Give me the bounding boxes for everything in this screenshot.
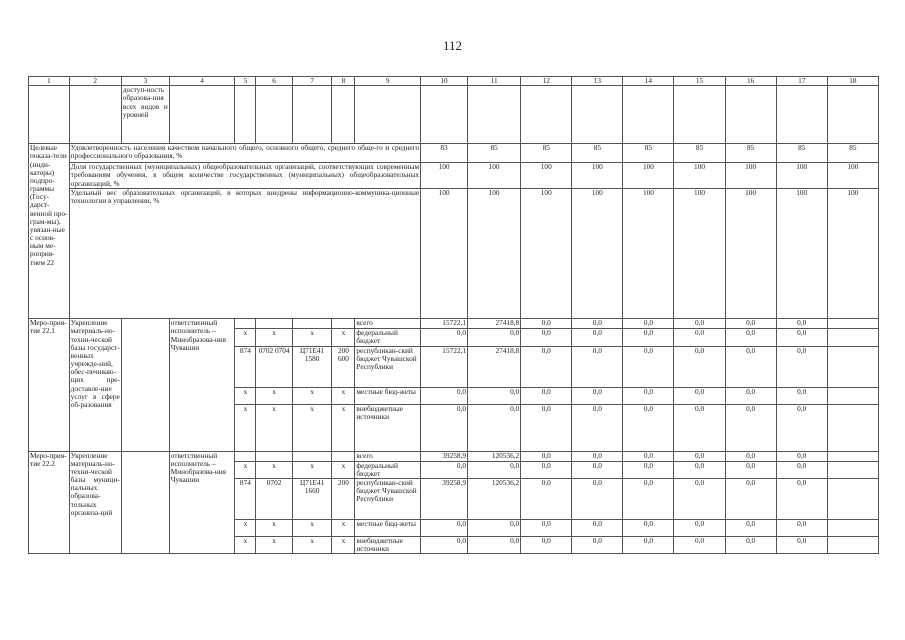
budget-code: x [292, 519, 332, 536]
budget-code [256, 319, 293, 329]
budget-code: x [235, 387, 256, 404]
funding-value: 0,0 [572, 536, 623, 553]
budget-code [332, 319, 355, 329]
funding-value: 0,0 [623, 319, 674, 329]
indicator-value: 100 [421, 189, 468, 319]
funding-value: 39258,9 [421, 451, 468, 461]
budget-code: 0702 0704 [256, 346, 293, 387]
indicator-value: 100 [674, 163, 725, 189]
indicator-text: Удовлетворенность населения качеством начального общего, основного общего, среднего обще-го и среднего профессионального образования, % [69, 144, 420, 163]
funding-value: 0,0 [725, 519, 776, 536]
indicator-row [29, 163, 879, 189]
budget-code: x [235, 329, 256, 346]
page-number: 112 [442, 38, 463, 53]
budget-code: x [256, 387, 293, 404]
funding-value: 0,0 [674, 404, 725, 451]
funding-value: 0,0 [674, 346, 725, 387]
funding-value: 0,0 [725, 451, 776, 461]
funding-source: всего [355, 451, 421, 461]
empty-cell [827, 478, 878, 519]
funding-value: 0,0 [521, 319, 572, 329]
funding-value: 0,0 [572, 461, 623, 478]
funding-source: всего [355, 319, 421, 329]
column-header: 1 [29, 77, 70, 86]
column-header: 18 [827, 77, 878, 86]
funding-value: 0,0 [776, 461, 827, 478]
indicator-row [29, 189, 879, 319]
budget-code: x [332, 536, 355, 553]
indicator-value: 85 [521, 144, 572, 163]
funding-value: 0,0 [421, 387, 468, 404]
funding-value: 0,0 [521, 404, 572, 451]
indicator-value: 100 [421, 163, 468, 189]
indicator-value: 100 [572, 189, 623, 319]
column-header: 3 [121, 77, 169, 86]
funding-value: 0,0 [623, 404, 674, 451]
funding-value: 0,0 [776, 319, 827, 329]
funding-value: 120536,2 [468, 451, 521, 461]
budget-code: Ц71Е41 1660 [292, 478, 332, 519]
funding-value: 0,0 [421, 461, 468, 478]
funding-value: 0,0 [421, 536, 468, 553]
indicator-value: 85 [776, 144, 827, 163]
column-header: 10 [421, 77, 468, 86]
funding-value: 0,0 [623, 536, 674, 553]
funding-value: 0,0 [521, 536, 572, 553]
budget-code: x [235, 536, 256, 553]
indicator-row [29, 144, 879, 163]
funding-value: 39258,9 [421, 478, 468, 519]
funding-value: 0,0 [725, 319, 776, 329]
budget-code: x [332, 329, 355, 346]
measure-name: Укрепление материаль-но-техни-ческой базы муници-пальных образова-тельных организа-ций [69, 451, 121, 554]
indicator-value: 100 [776, 163, 827, 189]
budget-code: x [256, 519, 293, 536]
funding-value: 0,0 [674, 387, 725, 404]
funding-source: местные бюд-жеты [355, 519, 421, 536]
measure-row [29, 451, 879, 461]
funding-value: 0,0 [623, 478, 674, 519]
indicator-value: 85 [468, 144, 521, 163]
budget-code: 874 [235, 346, 256, 387]
measure-label: Меро-прия-тие 22.2 [29, 451, 70, 554]
budget-code: x [332, 461, 355, 478]
measure-name: Укрепление материаль-но-техни-ческой базы государст-венных учрежде-ний, обес-печиваю-щих пре-доставле-ние услуг в сфере об-разования [69, 319, 121, 451]
funding-source: федеральный бюджет [355, 329, 421, 346]
funding-value: 0,0 [623, 329, 674, 346]
funding-value: 0,0 [725, 404, 776, 451]
funding-value: 0,0 [572, 387, 623, 404]
column-header: 15 [674, 77, 725, 86]
measure-empty-cell [121, 451, 169, 554]
funding-source: внебюджетные источники [355, 404, 421, 451]
funding-value: 0,0 [776, 478, 827, 519]
budget-code [332, 451, 355, 461]
funding-value: 0,0 [776, 346, 827, 387]
budget-code: x [292, 387, 332, 404]
indicator-value: 100 [521, 163, 572, 189]
column-header: 17 [776, 77, 827, 86]
budget-code [292, 451, 332, 461]
funding-value: 0,0 [776, 329, 827, 346]
funding-value: 0,0 [623, 451, 674, 461]
funding-value: 0,0 [674, 329, 725, 346]
funding-value: 0,0 [572, 329, 623, 346]
empty-cell [827, 461, 878, 478]
indicator-value: 100 [572, 163, 623, 189]
measure-label: Меро-прия-тие 22.1 [29, 319, 70, 451]
indicator-value: 83 [421, 144, 468, 163]
empty-cell [827, 319, 878, 329]
funding-value: 27418,8 [468, 319, 521, 329]
indicator-value: 100 [468, 189, 521, 319]
indicator-value: 100 [827, 163, 878, 189]
funding-value: 0,0 [572, 451, 623, 461]
funding-value: 0,0 [725, 387, 776, 404]
measure-executor: ответственный исполнитель – Минобразова-ния Чувашии [169, 319, 235, 451]
budget-code: x [332, 387, 355, 404]
column-header: 7 [292, 77, 332, 86]
funding-value: 0,0 [468, 404, 521, 451]
empty-cell [827, 346, 878, 387]
budget-code [235, 451, 256, 461]
empty-cell [827, 329, 878, 346]
indicator-value: 100 [674, 189, 725, 319]
funding-value: 0,0 [468, 536, 521, 553]
indicator-value: 100 [827, 189, 878, 319]
funding-value: 0,0 [572, 404, 623, 451]
funding-value: 0,0 [521, 519, 572, 536]
indicator-value: 85 [572, 144, 623, 163]
funding-value: 0,0 [674, 461, 725, 478]
budget-code: x [292, 461, 332, 478]
funding-source: внебюджетные источники [355, 536, 421, 553]
budget-code: x [292, 404, 332, 451]
indicator-text: Доля государственных (муниципальных) общеобразовательных организаций, соответствующих современным требованиям обучения, в общем количестве государственных (муниципальных) общеобразовательных организаций, % [70, 162, 420, 188]
funding-value: 0,0 [725, 461, 776, 478]
funding-value: 15722,1 [421, 319, 468, 329]
funding-value: 120536,2 [468, 478, 521, 519]
indicator-value: 100 [776, 189, 827, 319]
funding-value: 0,0 [725, 346, 776, 387]
budget-code: x [256, 404, 293, 451]
funding-value: 0,0 [521, 478, 572, 519]
measure-row [29, 319, 879, 329]
funding-value: 0,0 [468, 519, 521, 536]
column-header: 6 [256, 77, 293, 86]
funding-value: 0,0 [521, 346, 572, 387]
funding-source: республикан-ский бюджет Чувашской Республики [355, 478, 421, 519]
empty-cell [827, 536, 878, 553]
funding-value: 0,0 [521, 387, 572, 404]
funding-value: 0,0 [421, 329, 468, 346]
budget-code: 0702 [256, 478, 293, 519]
column-header: 16 [725, 77, 776, 86]
funding-value: 27418,8 [468, 346, 521, 387]
header-row [29, 77, 879, 86]
funding-source: местные бюд-жеты [355, 387, 421, 404]
funding-value: 0,0 [776, 451, 827, 461]
empty-cell [827, 387, 878, 404]
funding-value: 0,0 [572, 478, 623, 519]
funding-value: 0,0 [776, 519, 827, 536]
funding-value: 0,0 [468, 461, 521, 478]
funding-value: 0,0 [468, 329, 521, 346]
column-header: 8 [332, 77, 355, 86]
budget-code [235, 319, 256, 329]
column-header: 5 [235, 77, 256, 86]
indicator-value: 85 [725, 144, 776, 163]
funding-value: 0,0 [674, 478, 725, 519]
column-header: 11 [468, 77, 521, 86]
funding-value: 0,0 [725, 329, 776, 346]
budget-code: x [292, 536, 332, 553]
budget-code: x [332, 404, 355, 451]
funding-source: федеральный бюджет [355, 461, 421, 478]
budget-code: x [292, 329, 332, 346]
funding-value: 0,0 [572, 519, 623, 536]
funding-value: 0,0 [468, 387, 521, 404]
funding-value: 0,0 [725, 536, 776, 553]
measure-executor: ответственный исполнитель – Минобразова-ния Чувашии [169, 451, 235, 554]
column-header: 12 [521, 77, 572, 86]
funding-value: 0,0 [623, 461, 674, 478]
funding-value: 0,0 [776, 387, 827, 404]
funding-value: 0,0 [521, 329, 572, 346]
budget-code: x [332, 519, 355, 536]
indicator-value: 85 [674, 144, 725, 163]
funding-value: 0,0 [674, 536, 725, 553]
funding-value: 0,0 [623, 519, 674, 536]
empty-cell [827, 404, 878, 451]
indicator-value: 100 [623, 189, 674, 319]
funding-value: 0,0 [421, 404, 468, 451]
indicator-value: 100 [623, 163, 674, 189]
funding-value: 0,0 [674, 519, 725, 536]
funding-value: 0,0 [521, 461, 572, 478]
funding-value: 0,0 [674, 319, 725, 329]
funding-value: 0,0 [521, 451, 572, 461]
budget-code: Ц71Е41 1580 [292, 346, 332, 387]
continuation-text: доступ-ность образова-ния всех видов и уровней [121, 86, 169, 144]
program-table [28, 76, 879, 554]
empty-cell [827, 519, 878, 536]
indicator-value: 100 [521, 189, 572, 319]
column-header: 14 [623, 77, 674, 86]
budget-code: x [235, 519, 256, 536]
budget-code: 200 600 [332, 346, 355, 387]
budget-code: x [256, 536, 293, 553]
budget-code: x [256, 461, 293, 478]
indicator-value: 85 [827, 144, 878, 163]
indicator-text: Удельный вес образовательных организаций, в которых внедрены информационно-коммуника-ционные технологии в управлении, % [69, 189, 420, 319]
continuation-row [29, 86, 879, 144]
budget-code: x [235, 404, 256, 451]
indicator-value: 100 [725, 163, 776, 189]
targets-label: Целевые показа-тели (инди-каторы) подпро-граммы (Госу-дарст-венной про-грам-мы), увязан-ные с основ-ным ме-роприя-тием 22 [29, 144, 70, 319]
table-body [29, 77, 879, 554]
indicator-value: 100 [725, 189, 776, 319]
measure-empty-cell [121, 319, 169, 451]
budget-code [292, 319, 332, 329]
funding-value: 0,0 [776, 536, 827, 553]
column-header: 2 [69, 77, 121, 86]
funding-source: республикан-ский бюджет Чувашской Республики [355, 346, 421, 387]
budget-code: x [235, 461, 256, 478]
column-header: 4 [169, 77, 235, 86]
funding-value: 0,0 [572, 346, 623, 387]
budget-code: 200 [332, 478, 355, 519]
funding-value: 0,0 [572, 319, 623, 329]
funding-value: 0,0 [623, 346, 674, 387]
budget-code: x [256, 329, 293, 346]
funding-value: 0,0 [623, 387, 674, 404]
column-header: 13 [572, 77, 623, 86]
empty-cell [827, 451, 878, 461]
funding-value: 0,0 [776, 404, 827, 451]
indicator-value: 100 [468, 163, 521, 189]
budget-code [256, 451, 293, 461]
column-header: 9 [355, 77, 421, 86]
funding-value: 15722,1 [421, 346, 468, 387]
funding-value: 0,0 [674, 451, 725, 461]
funding-value: 0,0 [725, 478, 776, 519]
funding-value: 0,0 [421, 519, 468, 536]
indicator-value: 85 [623, 144, 674, 163]
budget-code: 874 [235, 478, 256, 519]
